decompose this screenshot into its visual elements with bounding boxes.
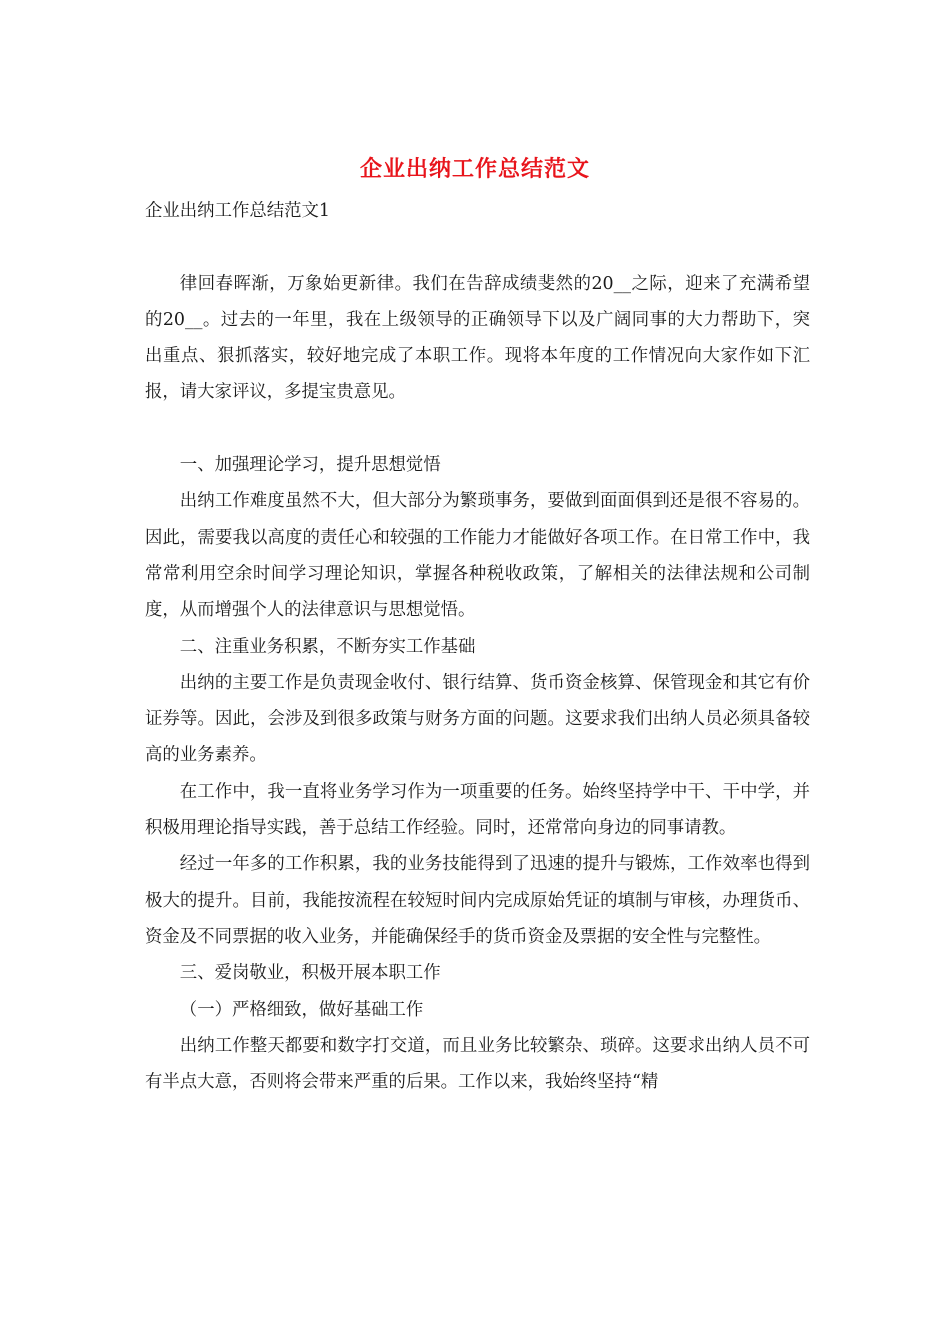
paragraph-intro: 律回春晖渐，万象始更新律。我们在告辞成绩斐然的20__之际，迎来了充满希望的20__。过去的一年里，我在上级领导的正确领导下以及广阔同事的大力帮助下，突出重点、狠抓落实，较好地完成了本职工作。现将本年度的工作情况向大家作如下汇报，请大家评议，多提宝贵意见。 xyxy=(145,273,810,403)
subsection-heading: （一）严格细致，做好基础工作 xyxy=(179,999,424,1020)
blank-line xyxy=(145,229,810,265)
paragraph: 在工作中，我一直将业务学习作为一项重要的任务。始终坚持学中干、干中学，并积极用理论指导实践，善于总结工作经验。同时，还常常向身边的同事请教。 xyxy=(145,781,810,839)
document-body xyxy=(145,193,810,1100)
document-title: 企业出纳工作总结范文 xyxy=(359,156,590,182)
section-heading-3: 三、爱岗敬业，积极开展本职工作 xyxy=(179,963,441,984)
section-heading-1: 一、加强理论学习，提升思想觉悟 xyxy=(179,455,441,476)
blank-line xyxy=(145,411,810,447)
paragraph: 经过一年多的工作积累，我的业务技能得到了迅速的提升与锻炼，工作效率也得到极大的提升。目前，我能按流程在较短时间内完成原始凭证的填制与审核，办理货币、资金及不同票据的收入业务，并能确保经手的货币资金及票据的安全性与完整性。 xyxy=(145,854,810,947)
paragraph: 出纳的主要工作是负责现金收付、银行结算、货币资金核算、保管现金和其它有价证券等。因此，会涉及到很多政策与财务方面的问题。这要求我们出纳人员必须具备较高的业务素养。 xyxy=(145,672,810,766)
paragraph: 出纳工作难度虽然不大，但大部分为繁琐事务，要做到面面俱到还是很不容易的。因此，需要我以高度的责任心和较强的工作能力才能做好各项工作。在日常工作中，我常常利用空余时间学习理论知识，掌握各种税收政策，了解相关的法律法规和公司制度，从而增强个人的法律意识与思想觉悟。 xyxy=(145,491,810,621)
document-subtitle: 企业出纳工作总结范文1 xyxy=(145,201,330,221)
section-heading-2: 二、注重业务积累，不断夯实工作基础 xyxy=(179,636,476,657)
paragraph: 出纳工作整天都要和数字打交道，而且业务比较繁杂、琐碎。这要求出纳人员不可有半点大意，否则将会带来严重的后果。工作以来，我始终坚持“精 xyxy=(145,1035,810,1093)
